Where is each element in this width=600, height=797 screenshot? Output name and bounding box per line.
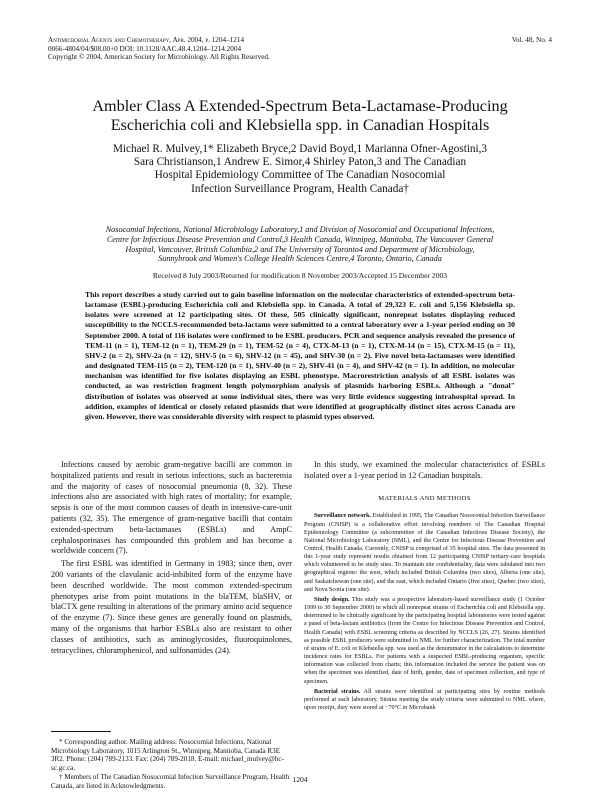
methods-body: This study was a prospective laboratory-based surveillance study (1 October 1999 to 30 September 2000) in which all nonrepeat strains of Escherichia coli and Klebsiella spp. determined to be clinically significant by the participating hospital laboratories were tested against a panel of beta-lactam antibiotics (from the Centre for Infectious Disease Prevention and Control, Health Canada) with ESBL screening criteria as described by NCCLS (26, 27). Strains identified as possible ESBL producers were submitted to NML for further characterization. The total number of strains of E. coli or Klebsiella spp. was used as the denominator in the calculations to determine incidence rates for ESBLs. For patients with a suspected ESBL-producing organism, specific information was collected from charts; this information included the service the patient was on when the specimen was identified, date of birth, gender, date of specimen collection, and type of specimen.	[304, 596, 545, 685]
title-line-1: Ambler Class A Extended-Spectrum Beta-Lactamase-Producing	[92, 97, 508, 115]
left-column	[51, 460, 292, 656]
footnote: * Corresponding author. Mailing address: Nosocomial Infections, National Microbiology Laboratory, 1015 Arlington St., Winnipeg, Manitoba, Canada R3E 3R2. Phone: (204) 789-2133. Fax: (204) 789-2018. E-mail: michael_mulvey@hc-sc.gc.ca.	[51, 738, 284, 773]
affiliations	[48, 225, 552, 264]
page-number: 1204	[292, 775, 308, 784]
affiliation-line: Centre for Infectious Disease Prevention and Control,3 Health Canada, Winnipeg, Manitoba, The Vancouver General	[106, 234, 494, 244]
methods-paragraph	[304, 512, 545, 594]
methods-text	[304, 512, 545, 712]
body-paragraph: The first ESBL was identified in Germany in 1983; since then, over 200 variants of the clavulanic acid-inhibited form of the enzyme have been described worldwide. The most common extended-spectrum phenotypes arise from point mutations in the blaTEM, blaSHV, or blaCTX gene resulting in alterations of the primary amino acid sequence of the enzyme (7). Since these genes are generally found on plasmids, many of the organisms that harbor ESBLs also are resistant to other classes of antibiotics, such as aminoglycosides, fluoroquinolones, tetracyclines, chloramphenicol, and sulfonamides (24).	[51, 559, 292, 655]
right-column	[304, 460, 545, 712]
footnote-divider	[51, 731, 111, 732]
running-header	[48, 36, 552, 62]
author-line: Hospital Epidemiology Committee of The Canadian Nosocomial	[154, 169, 446, 182]
author-line: Michael R. Mulvey,1* Elizabeth Bryce,2 David Boyd,1 Marianna Ofner-Agostini,3	[112, 143, 488, 155]
run-in-heading: Study design.	[314, 596, 350, 603]
volume-label: Vol. 48, No. 4	[511, 36, 552, 44]
intro-paragraph: In this study, we examined the molecular characteristics of ESBLs isolated over a 1-year period in 12 Canadian hospitals.	[304, 460, 545, 480]
author-line: Infection Surveillance Program, Health Canada†	[191, 182, 409, 195]
affiliation-line: Sunnybrook and Women's College Health Sciences Centre,4 Toronto, Ontario, Canada	[158, 254, 442, 264]
footnote: † Members of The Canadian Nosocomial Infection Surveillance Program, Health Canada, are listed in Acknowledgments.	[51, 772, 290, 790]
title-line-2: Escherichia coli and Klebsiella spp. in Canadian Hospitals	[110, 116, 490, 134]
author-line: Sara Christianson,1 Andrew E. Simor,4 Shirley Paton,3 and The Canadian	[133, 156, 467, 169]
methods-body: All strains were identified at participating sites by routine methods performed at each laboratory. Strains meeting the study criteria were submitted to NML where, upon receipt, they were stored at −70°C in Microbank	[304, 688, 545, 711]
methods-paragraph	[304, 688, 545, 712]
doi-line: 0066-4804/04/$08.00+0 DOI: 10.1128/AAC.48.4.1204–1214.2004	[48, 44, 242, 53]
section-heading: MATERIALS AND METHODS	[378, 494, 471, 502]
run-in-heading: Surveillance network.	[314, 513, 371, 520]
author-list	[60, 143, 540, 196]
affiliation-line: Hospital, Vancouver, British Columbia,2 and The University of Toronto4 and Department of Microbiology,	[125, 244, 475, 254]
methods-body: Established in 1995, The Canadian Nosocomial Infection Surveillance Program (CNISP) is a collaborative effort involving members of The Canadian Hospital Epidemiology Committee (a subcommittee of the Canadian Infectious Disease Society), the National Microbiology Laboratory (NML), and the Centre for Infectious Disease Prevention and Control, Health Canada. Currently, CNISP is comprised of 35 hospital sites. The data presented in this 1-year study represent results obtained from 12 participating CNISP tertiary-care hospitals which volunteered to be study sites. To maintain site confidentiality, data were tabulated into two geographical regions: the west, which included British Columbia (two sites), Alberta (one site), and Saskatchewan (one site), and the east, which included Ontario (five sites), Quebec (two sites), and Nova Scotia (one site).	[304, 513, 545, 593]
received-dates: Received 8 July 2003/Returned for modification 8 November 2003/Accepted 15 December 2003	[152, 271, 448, 280]
methods-paragraph	[304, 596, 545, 686]
abstract: This report describes a study carried out to gain baseline information on the molecular characteristics of extended-spectrum beta-lactamase (ESBL)-producing Escherichia coli and Klebsiella spp. in Canada. A total of 29,323 E. coli and 5,156 Klebsiella sp. isolates were screened at 12 participating sites. Of these, 505 clinically significant, nonrepeat isolates displaying reduced susceptibility to the NCCLS-recommended beta-lactams were submitted to a central laboratory over a 1-year period ending on 30 September 2000. A total of 116 isolates were confirmed to be ESBL producers. PCR and sequence analysis revealed the presence of TEM-11 (n = 1), TEM-12 (n = 1), TEM-29 (n = 1), TEM-52 (n = 4), CTX-M-13 (n = 1), CTX-M-14 (n = 15), CTX-M-15 (n = 11), SHV-2 (n = 2), SHV-2a (n = 12), SHV-5 (n = 6), SHV-12 (n = 45), and SHV-30 (n = 2). Five novel beta-lactamases were identified and designated TEM-115 (n = 2), TEM-120 (n = 1), SHV-40 (n = 2), SHV-41 (n = 4), and SHV-42 (n = 1). In addition, no molecular mechanism was identified for five isolates displaying an ESBL phenotype. Macrorestriction analysis of all ESBL isolates was conducted, as was restriction fragment length polymorphism analysis of plasmids harboring ESBLs. Although a "donal" distribution of isolates was observed at some individual sites, there was very little evidence suggesting intrahospital spread. In addition, examples of identical or closely related plasmids that were identified at geographically distinct sites across Canada are given. However, there was considerable diversity with respect to plasmid types observed.	[85, 290, 515, 421]
journal-citation: Antimicrobial Agents and Chemotherapy, Apr. 2004, p. 1204–1214	[48, 36, 245, 44]
affiliation-line: Nosocomial Infections, National Microbiology Laboratory,1 and Division of Nosocomial and Occupational Infections,	[105, 225, 495, 234]
body-paragraph: Infections caused by aerobic gram-negative bacilli are common in hospitalized patients and result in serious infections, such as bacteremia and the majority of cases of nosocomial pneumonia (8, 32). These infections also are associated with high rates of mortality; for example, sepsis is one of the most common causes of death in intensive-care-unit patients (32, 35). The emergence of gram-negative bacilli that contain extended-spectrum beta-lactamases (ESBLs) and AmpC cephalosporinases has compounded this problem and has become a worldwide concern (7).	[51, 460, 292, 556]
run-in-heading: Bacterial strains.	[314, 688, 361, 695]
article-title	[40, 97, 560, 135]
copyright-line: Copyright © 2004, American Society for Microbiology. All Rights Reserved.	[48, 53, 270, 62]
